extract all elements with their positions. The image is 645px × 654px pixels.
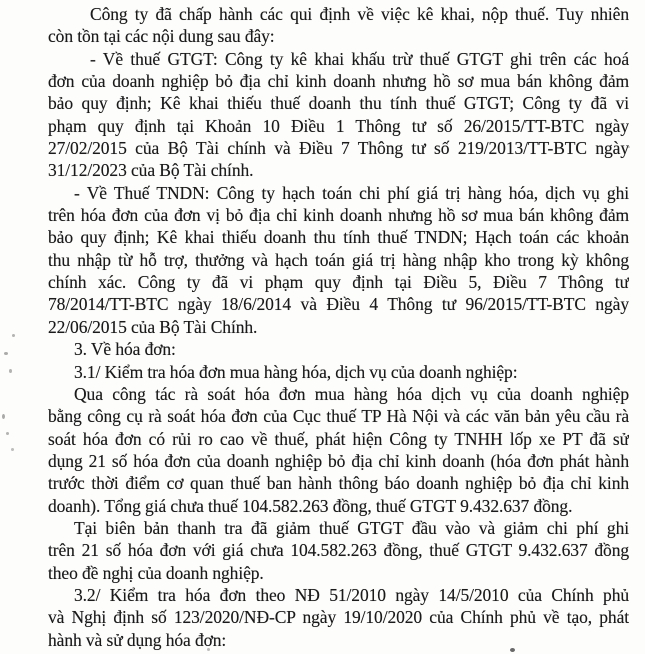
- text-line: bảo quy định; Kê khai thiếu thuế doanh thu tính thuế GTGT; Công ty đã vi: [48, 93, 629, 114]
- text-line: 22/06/2015 của Bộ Tài Chính.: [48, 316, 258, 337]
- text-line: bằng công cụ rà soát hóa đơn của Cục thuế TP Hà Nội và các văn bản yêu cầu rà: [48, 406, 629, 427]
- paragraph: [48, 361, 629, 383]
- scan-speck-artifact: [11, 448, 14, 451]
- paragraph: [48, 3, 629, 48]
- text-line: hành và sử dụng hóa đơn:: [48, 629, 227, 650]
- text-line: còn tồn tại các nội dung sau đây:: [48, 26, 275, 47]
- text-line: doanh). Tổng giá chưa thuế 104.582.263 đồng, thuế GTGT 9.432.637 đồng.: [48, 495, 573, 516]
- text-line: 3. Về hóa đơn:: [74, 339, 176, 360]
- text-line: 78/2014/TT-BTC ngày 18/6/2014 và Điều 4 Thông tư 96/2015/TT-BTC ngày: [48, 294, 629, 315]
- text-line: 27/02/2015 của Bộ Tài chính và Điều 7 Thông tư số 219/2013/TT-BTC ngày: [48, 138, 629, 159]
- scan-speck-artifact: [6, 432, 9, 435]
- text-line: phạm quy định tại Khoản 10 Điều 1 Thông tư số 26/2015/TT-BTC ngày: [48, 115, 629, 136]
- paragraph: [48, 383, 629, 517]
- text-line: đơn của doanh nghiệp bỏ địa chỉ kinh doanh nhưng hồ sơ mua bán không đảm: [48, 71, 629, 92]
- text-line: - Về thuế GTGT: Công ty kê khai khấu trừ thuế GTGT ghi trên các hoá: [90, 48, 629, 69]
- scan-speck-artifact: [4, 352, 8, 355]
- text-line: theo đề nghị của doanh nghiệp.: [48, 562, 264, 583]
- text-line: Tại biên bản thanh tra đã giảm thuế GTGT đầu vào và giảm chi phí ghi: [74, 517, 629, 538]
- text-line: Công ty đã chấp hành các qui định về việc kê khai, nộp thuế. Tuy nhiên: [90, 4, 629, 24]
- text-line: - Về Thuế TNDN: Công ty hạch toán chi phí giá trị hàng hóa, dịch vụ ghi: [74, 182, 629, 203]
- scan-speck-artifact: [627, 146, 630, 148]
- text-line: thu nhập từ hỗ trợ, thưởng và hạch toán giá trị hàng nhập kho trong kỳ không: [48, 249, 629, 270]
- paragraph: [48, 584, 629, 651]
- paragraph: [48, 517, 629, 584]
- text-line: bảo quy định; Kê khai thiếu doanh thu tính thuế TNDN; Hạch toán các khoản: [48, 227, 629, 248]
- text-line: trước thời điểm cơ quan thuế ban hành thông báo doanh nghiệp bỏ địa chỉ kinh: [48, 473, 629, 494]
- scan-speck-artifact: [510, 648, 515, 652]
- text-line: trên hóa đơn của đơn vị bỏ địa chỉ kinh doanh nhưng hồ sơ mua bán không đảm: [48, 205, 629, 226]
- text-line: 3.2/ Kiểm tra hóa đơn theo NĐ 51/2010 ngày 14/5/2010 của Chính phủ: [74, 584, 629, 605]
- scan-speck-artifact: [207, 648, 210, 651]
- text-line: soát hóa đơn có rủi ro cao về thuế, phát hiện Công ty TNHH lốp xe PT đã sử: [48, 428, 629, 449]
- scan-speck-artifact: [12, 334, 15, 337]
- text-line: Qua công tác rà soát hóa đơn mua hàng hóa dịch vụ của doanh nghiệp: [74, 383, 629, 404]
- text-line: trên 21 số hóa đơn với giá chưa 104.582.263 đồng, thuế GTGT 9.432.637 đồng: [48, 540, 629, 561]
- text-line: và Nghị định số 123/2020/NĐ-CP ngày 19/10/2020 của Chính phủ về tạo, phát: [48, 607, 629, 628]
- text-line: dụng 21 số hóa đơn của doanh nghiệp bỏ địa chỉ kinh doanh (hóa đơn phát hành: [48, 450, 629, 471]
- paragraph: [48, 48, 629, 182]
- text-line: 3.1/ Kiểm tra hóa đơn mua hàng hóa, dịch vụ của doanh nghiệp:: [74, 361, 518, 382]
- text-line: chính xác. Công ty đã vi phạm quy định tại Điều 5, Điều 7 Thông tư: [48, 272, 629, 293]
- text-line: 31/12/2023 của Bộ Tài chính.: [48, 160, 254, 181]
- scan-speck-artifact: [9, 369, 12, 373]
- paragraph: [48, 338, 629, 360]
- paragraph: [48, 182, 629, 338]
- scan-speck-artifact: [2, 414, 5, 419]
- document-text: [48, 3, 629, 651]
